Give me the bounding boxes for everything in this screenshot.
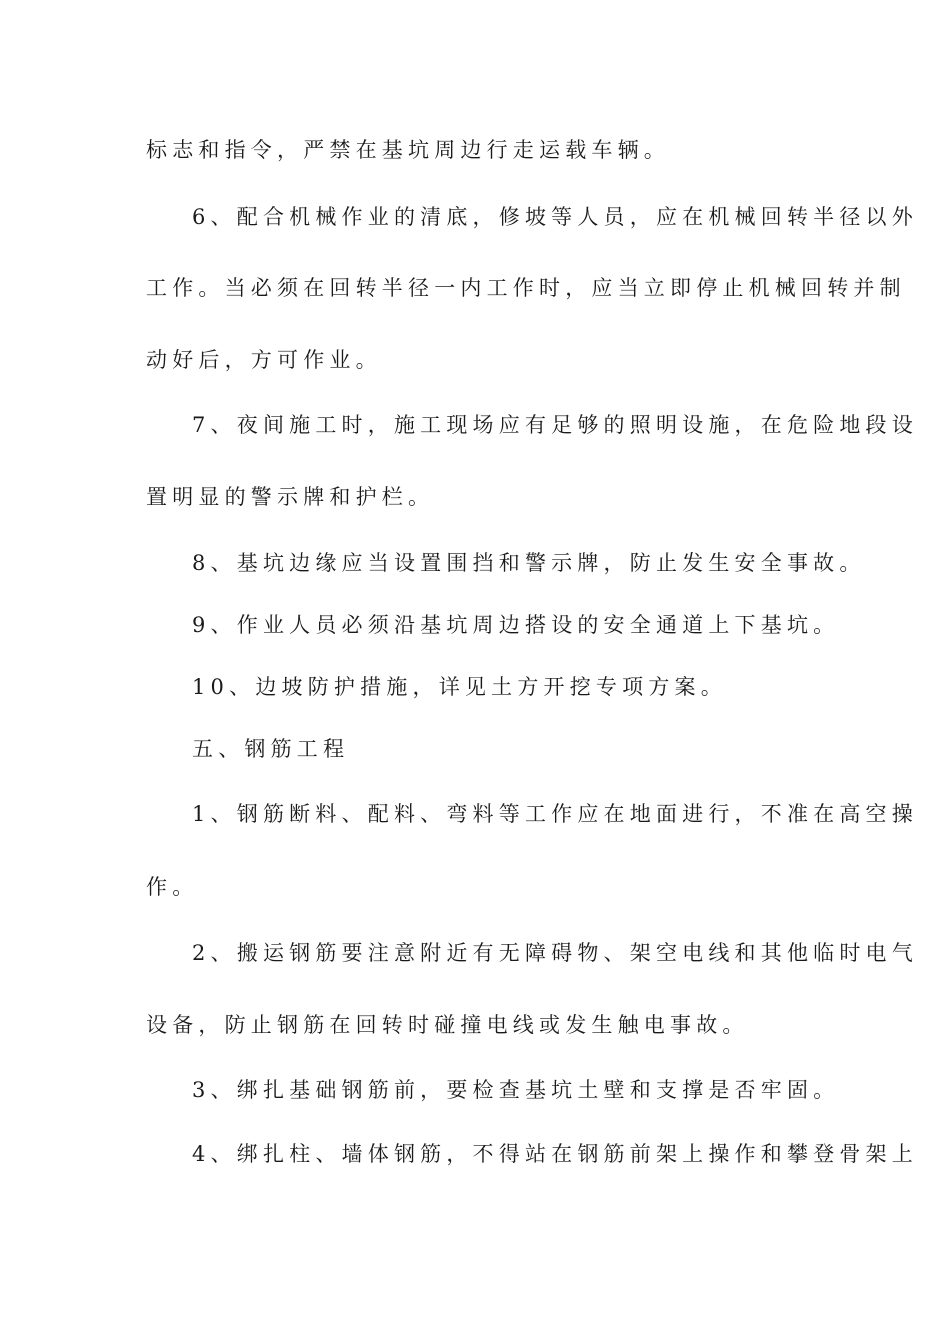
text-line: 设备，防止钢筋在回转时碰撞电线或发生触电事故。 xyxy=(146,1013,749,1037)
text-line: 工作。当必须在回转半径一内工作时，应当立即停止机械回转并制 xyxy=(146,276,906,300)
text-line: 作。 xyxy=(146,875,199,899)
text-line: 1、钢筋断料、配料、弯料等工作应在地面进行，不准在高空操 xyxy=(192,802,918,826)
section-heading: 五、钢筋工程 xyxy=(192,737,350,761)
text-line: 标志和指令，严禁在基坑周边行走运载车辆。 xyxy=(146,138,670,162)
text-line: 置明显的警示牌和护栏。 xyxy=(146,485,435,509)
text-line: 9、作业人员必须沿基坑周边搭设的安全通道上下基坑。 xyxy=(192,613,840,637)
text-line: 6、配合机械作业的清底，修坡等人员，应在机械回转半径以外 xyxy=(192,205,918,229)
text-line: 3、绑扎基础钢筋前，要检查基坑土壁和支撑是否牢固。 xyxy=(192,1078,840,1102)
text-line: 10、边坡防护措施，详见土方开挖专项方案。 xyxy=(192,675,727,699)
text-line: 7、夜间施工时，施工现场应有足够的照明设施，在危险地段设 xyxy=(192,413,918,437)
text-line: 8、基坑边缘应当设置围挡和警示牌，防止发生安全事故。 xyxy=(192,551,866,575)
text-line: 2、搬运钢筋要注意附近有无障碍物、架空电线和其他临时电气 xyxy=(192,941,918,965)
text-line: 动好后，方可作业。 xyxy=(146,348,382,372)
text-line: 4、绑扎柱、墙体钢筋，不得站在钢筋前架上操作和攀登骨架上 xyxy=(192,1142,918,1166)
